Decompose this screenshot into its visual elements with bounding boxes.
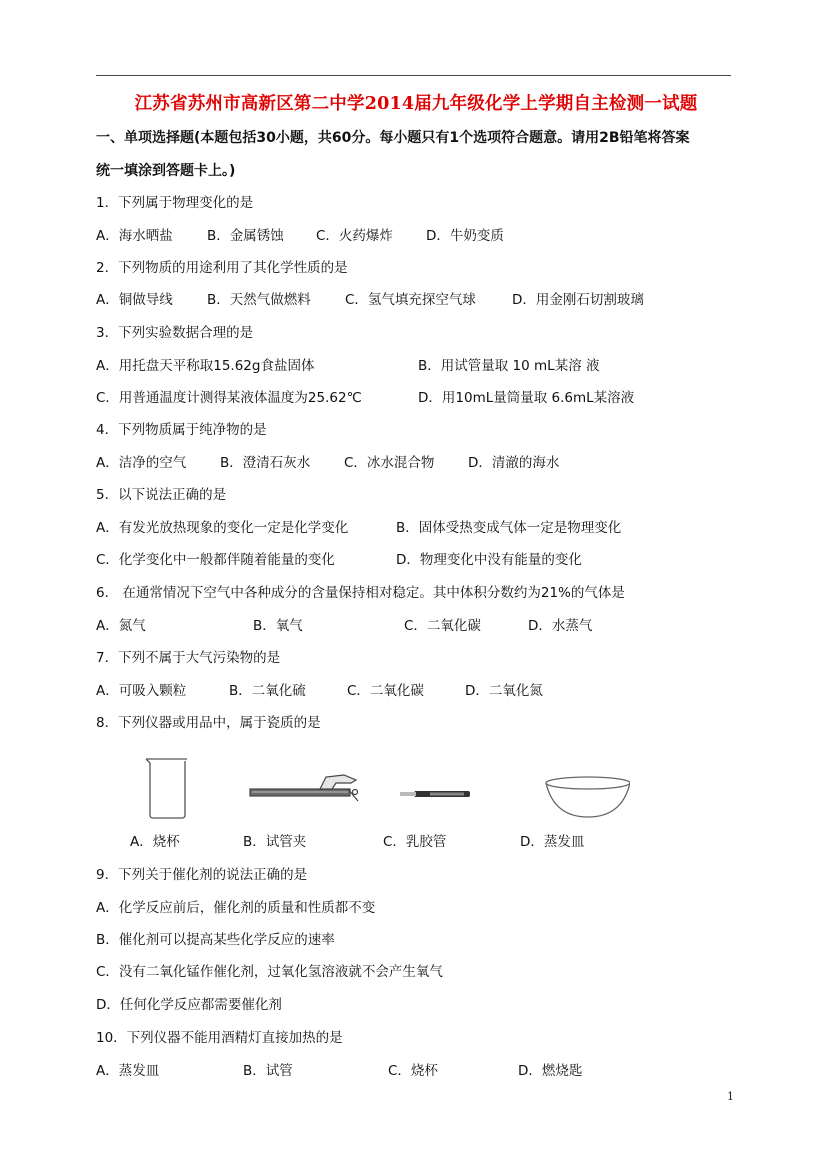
q8-option-d: D．蒸发皿 [520, 834, 585, 850]
question-9-stem: 9．下列关于催化剂的说法正确的是 [96, 867, 308, 883]
test-tube-clamp-icon [250, 775, 358, 801]
q6-option-a: A．氮气 [96, 618, 146, 634]
q4-option-d: D．清澈的海水 [468, 455, 560, 471]
q8-option-b: B．试管夹 [243, 834, 307, 850]
q2-option-c: C．氢气填充探空气球 [345, 292, 476, 308]
lab-equipment-figure [130, 745, 630, 825]
q1-option-c: C．火药爆炸 [316, 228, 393, 244]
q2-option-d: D．用金刚石切割玻璃 [512, 292, 644, 308]
q5-option-c: C．化学变化中一般都伴随着能量的变化 [96, 552, 335, 568]
evaporating-dish-icon [546, 777, 630, 817]
rubber-tube-icon [400, 791, 470, 797]
q9-option-d: D．任何化学反应都需要催化剂 [96, 997, 282, 1013]
question-6-stem: 6． 在通常情况下空气中各种成分的含量保持相对稳定。其中体积分数约为21%的气体是 [96, 585, 625, 601]
q10-option-c: C．烧杯 [388, 1063, 438, 1079]
q9-option-b: B．催化剂可以提高某些化学反应的速率 [96, 932, 335, 948]
q3-option-b: B．用试管量取 10 mL某溶 液 [418, 358, 600, 374]
q7-option-b: B．二氧化硫 [229, 683, 306, 699]
q10-option-d: D．燃烧匙 [518, 1063, 583, 1079]
question-10-stem: 10．下列仪器不能用酒精灯直接加热的是 [96, 1030, 343, 1046]
q2-option-a: A．铜做导线 [96, 292, 173, 308]
question-2-stem: 2．下列物质的用途利用了其化学性质的是 [96, 260, 348, 276]
header-rule [96, 75, 731, 76]
q10-option-b: B．试管 [243, 1063, 293, 1079]
q4-option-b: B．澄清石灰水 [220, 455, 311, 471]
q8-option-a: A．烧杯 [130, 834, 180, 850]
beaker-icon [146, 759, 187, 818]
q6-option-d: D．水蒸气 [528, 618, 593, 634]
q5-option-b: B．固体受热变成气体一定是物理变化 [396, 520, 622, 536]
section-heading-line1: 一、单项选择题(本题包括30小题，共60分。每小题只有1个选项符合题意。请用2B铅笔将答案 [96, 130, 690, 146]
question-5-stem: 5．以下说法正确的是 [96, 487, 227, 503]
q5-option-d: D．物理变化中没有能量的变化 [396, 552, 582, 568]
q8-option-c: C．乳胶管 [383, 834, 447, 850]
q4-option-c: C．冰水混合物 [344, 455, 435, 471]
q2-option-b: B．天然气做燃料 [207, 292, 311, 308]
q10-option-a: A．蒸发皿 [96, 1063, 160, 1079]
section-heading-line2: 统一填涂到答题卡上。) [96, 163, 236, 179]
q3-option-d: D．用10mL量筒量取 6.6mL某溶液 [418, 390, 635, 406]
page-number: 1 [727, 1090, 734, 1103]
q6-option-c: C．二氧化碳 [404, 618, 481, 634]
question-3-stem: 3．下列实验数据合理的是 [96, 325, 254, 341]
q9-option-a: A．化学反应前后，催化剂的质量和性质都不变 [96, 900, 376, 916]
q3-option-c: C．用普通温度计测得某液体温度为25.62℃ [96, 390, 362, 406]
question-8-options [0, 832, 827, 852]
q7-option-a: A．可吸入颗粒 [96, 683, 187, 699]
document-title: 江苏省苏州市高新区第二中学2014届九年级化学上学期自主检测一试题 [134, 94, 698, 114]
question-8-stem: 8．下列仪器或用品中，属于瓷质的是 [96, 715, 321, 731]
question-4-stem: 4．下列物质属于纯净物的是 [96, 422, 267, 438]
question-7-stem: 7．下列不属于大气污染物的是 [96, 650, 281, 666]
q1-option-b: B．金属锈蚀 [207, 228, 284, 244]
q7-option-c: C．二氧化碳 [347, 683, 424, 699]
q7-option-d: D．二氧化氮 [465, 683, 543, 699]
q1-option-a: A．海水晒盐 [96, 228, 173, 244]
q5-option-a: A．有发光放热现象的变化一定是化学变化 [96, 520, 349, 536]
q9-option-c: C．没有二氧化锰作催化剂，过氧化氢溶液就不会产生氧气 [96, 964, 443, 980]
q1-option-d: D．牛奶变质 [426, 228, 504, 244]
q6-option-b: B．氧气 [253, 618, 303, 634]
q4-option-a: A．洁净的空气 [96, 455, 187, 471]
question-1-stem: 1．下列属于物理变化的是 [96, 195, 254, 211]
q3-option-a: A．用托盘天平称取15.62g食盐固体 [96, 358, 315, 374]
